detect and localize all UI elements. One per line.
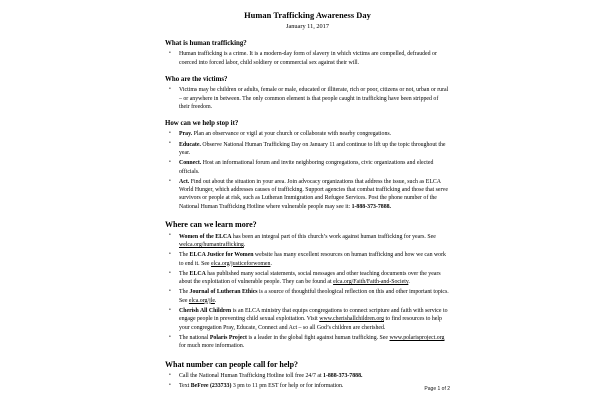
list-item	[165, 334, 450, 351]
bullet-prefix: The	[179, 252, 190, 259]
list-item	[165, 159, 450, 176]
bullet-text: Observe National Human Trafficking Day on January 11 and continue to lift up the topic throughout the year.	[179, 141, 446, 156]
list-item	[165, 251, 450, 268]
document-section	[165, 220, 450, 350]
bullet-prefix: The national	[179, 334, 210, 341]
section-heading: Who are the victims?	[165, 75, 228, 83]
page-title: Human Trafficking Awareness Day	[244, 11, 371, 20]
list-item	[165, 178, 450, 211]
bullet-text: 3 pm to 11 pm EST for help or for information.	[231, 383, 344, 390]
bullet-text-after-link: .	[270, 260, 272, 267]
bullet-list	[165, 130, 450, 211]
bullet-lead-in: Pray.	[179, 131, 193, 138]
list-item	[165, 50, 450, 67]
hotline-number: 1-888-373-7888.	[351, 203, 392, 210]
bullet-prefix: Text	[179, 383, 191, 390]
list-item	[165, 382, 450, 390]
bullet-lead-in: ELCA	[189, 270, 206, 277]
bullet-lead-in: Act.	[179, 178, 190, 185]
bullet-text: Human trafficking is a crime. It is a modern-day form of slavery in which victims are compelled, defrauded or coerced into forced labor, child soldiery or commercial sex against their will.	[179, 51, 437, 66]
bullet-lead-in: ELCA Justice for Women	[189, 252, 254, 259]
hotline-number: 1-888-373-7888.	[323, 373, 363, 380]
list-item	[165, 372, 450, 380]
bullet-list	[165, 372, 450, 391]
document-section	[165, 120, 450, 211]
list-item	[165, 288, 450, 305]
document-section	[165, 360, 450, 391]
inline-link[interactable]: elca.org/justiceforwomen	[210, 260, 271, 267]
bullet-lead-in: Cherish All Children	[179, 308, 232, 315]
document-section	[165, 40, 450, 67]
list-item	[165, 307, 450, 332]
inline-link[interactable]: elca.org/jle	[188, 297, 215, 304]
list-item	[165, 233, 450, 250]
document-body	[165, 40, 450, 391]
bullet-text-after-link: for much more information.	[179, 343, 245, 350]
bullet-text: is a leader in the global fight against human trafficking. See	[246, 334, 390, 341]
section-heading: What is human trafficking?	[165, 40, 247, 48]
bullet-lead-in: BeFree (233733)	[190, 383, 232, 390]
document-section	[165, 76, 450, 111]
bullet-list	[165, 50, 450, 67]
bullet-text: Host an informational forum and invite neighboring congregations, civic organizations and elected officials.	[179, 160, 434, 175]
bullet-text: has published many social statements, social messages and other teaching documents over the years about the exploitation of vulnerable people. They can be found at	[179, 270, 441, 286]
bullet-lead-in: Women of the ELCA	[179, 233, 232, 240]
bullet-prefix: The	[179, 270, 190, 277]
inline-link[interactable]: welca.org/humantrafficking	[179, 241, 244, 248]
bullet-list	[165, 86, 450, 111]
section-heading: What number can people call for help?	[165, 359, 299, 369]
section-heading: How can we help stop it?	[165, 120, 239, 128]
page-footer: Page 1 of 2	[424, 386, 450, 392]
bullet-text-after-link: .	[243, 241, 246, 248]
inline-link[interactable]: www.polarisproject.org	[389, 334, 445, 341]
bullet-lead-in: Educate.	[179, 141, 201, 148]
bullet-lead-in: Polaris Project	[209, 334, 247, 341]
bullet-list	[165, 233, 450, 351]
bullet-lead-in: Journal of Lutheran Ethics	[189, 289, 258, 296]
bullet-text-after-link: .	[408, 279, 410, 286]
inline-link[interactable]: www.cherishallchildren.org	[319, 316, 384, 323]
inline-link[interactable]: elca.org/Faith/Faith-and-Society	[333, 279, 409, 286]
bullet-lead-in: Connect.	[179, 160, 202, 167]
bullet-text-after-link: to find resources to help your congregation Pray, Educate, Connect and Act – so all God’s children are cherished.	[179, 316, 442, 331]
bullet-text: Victims may be children or adults, female or male, educated or illiterate, rich or poor, citizens or not, urban or rural – or anywhere in between. The only common element is that people caught in trafficking have been stripped of their freedom.	[179, 87, 449, 110]
bullet-text: has been an integral part of this church’s work against human trafficking for years. See	[231, 233, 436, 240]
section-heading: Where can we learn more?	[165, 220, 257, 230]
list-item	[165, 130, 450, 138]
bullet-prefix: The	[179, 289, 190, 296]
bullet-text: Plan an observance or vigil at your church or collaborate with nearby congregations.	[192, 131, 392, 138]
bullet-text: is a source of thoughtful theological reflection on this and other important topics. See	[179, 289, 449, 304]
list-item	[165, 270, 450, 287]
bullet-text: Find out about the situation in your area. Join advocacy organizations that address the issue, such as ELCA World Hunger, which addresses causes of trafficking. Support agencies that combat trafficking and those that serve survivors or people at risk, such as Lutheran Immigration and Refugee Services. Post the phone number of the National Human Trafficking Hotline where vulnerable people may see it:	[179, 178, 448, 210]
bullet-text: website has many excellent resources on human trafficking and how we can work to end it. See	[179, 252, 446, 267]
document-date: January 11, 2017	[286, 22, 329, 30]
list-item	[165, 141, 450, 158]
bullet-text-after-link: .	[214, 297, 217, 304]
bullet-text: is an ELCA ministry that equips congregations to connect scripture and faith with service to engage people in preventing child sexual exploitation. Visit	[179, 308, 448, 323]
list-item	[165, 86, 450, 111]
bullet-text: Call the National Human Trafficking Hotline toll free 24/7 at	[179, 373, 324, 380]
